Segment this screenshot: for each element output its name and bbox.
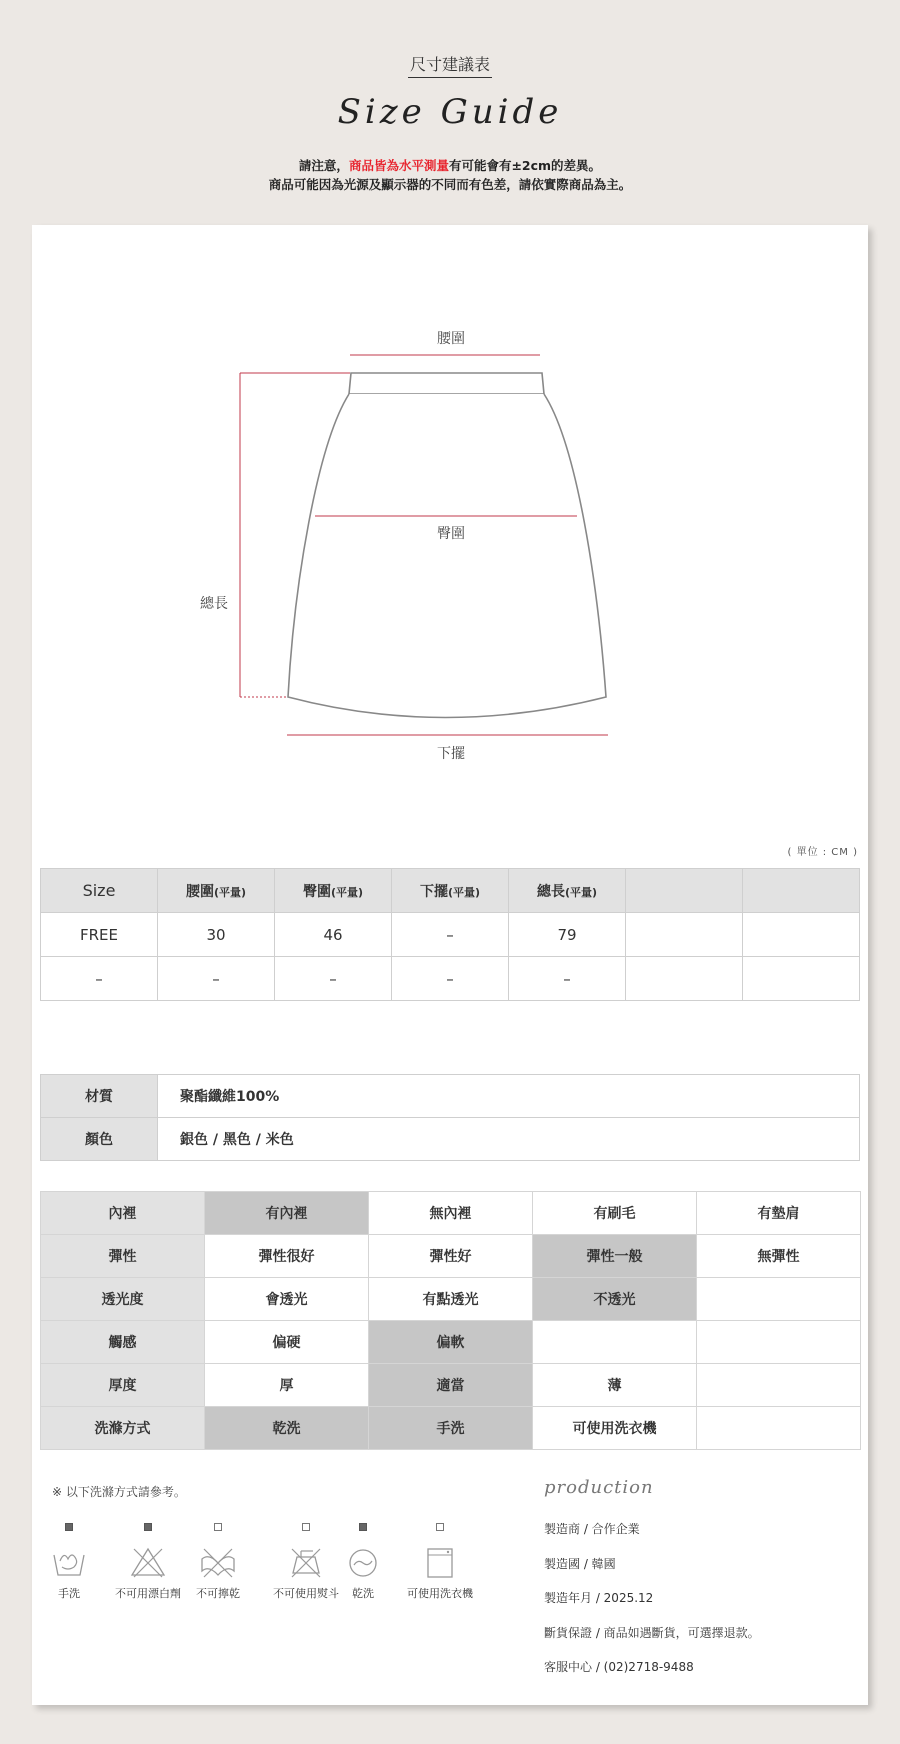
table-cell: 46 <box>275 913 392 957</box>
size-guide-card <box>32 225 868 1705</box>
property-option <box>697 1321 861 1364</box>
property-option: 彈性好 <box>369 1235 533 1278</box>
care-note: ※ 以下洗滌方式請參考。 <box>52 1485 186 1499</box>
table-cell: 79 <box>509 913 626 957</box>
checked-box-icon <box>144 1523 152 1531</box>
table-cell <box>626 957 743 1001</box>
color-row <box>41 1118 860 1161</box>
property-option-selected: 彈性一般 <box>533 1235 697 1278</box>
hip-label: 臀圍 <box>437 526 465 542</box>
property-option: 偏硬 <box>205 1321 369 1364</box>
property-option <box>533 1321 697 1364</box>
table-cell: – <box>41 957 158 1001</box>
care-item <box>390 1523 490 1601</box>
property-label: 彈性 <box>41 1235 205 1278</box>
header-cell-waist: 腰圍(平量) <box>158 869 275 913</box>
care-item-label: 不可擰乾 <box>196 1587 240 1600</box>
property-label: 厚度 <box>41 1364 205 1407</box>
header-cell-empty <box>743 869 860 913</box>
table-cell: – <box>275 957 392 1001</box>
property-option-selected: 有內裡 <box>205 1192 369 1235</box>
property-option: 薄 <box>533 1364 697 1407</box>
property-label: 洗滌方式 <box>41 1407 205 1450</box>
property-option: 有刷毛 <box>533 1192 697 1235</box>
no-iron-icon <box>287 1545 325 1579</box>
property-option: 可使用洗衣機 <box>533 1407 697 1450</box>
size-table <box>40 868 860 1001</box>
property-option-selected: 手洗 <box>369 1407 533 1450</box>
header-cell-size: Size <box>41 869 158 913</box>
property-option: 厚 <box>205 1364 369 1407</box>
material-value: 聚酯纖維100% <box>158 1075 860 1118</box>
measurement-notice: 請注意，商品皆為水平測量有可能會有±2cm的差異。 商品可能因為光源及顯示器的不同而有色差，請依實際商品為主。 <box>268 158 632 192</box>
table-cell: – <box>509 957 626 1001</box>
property-option: 有點透光 <box>369 1278 533 1321</box>
table-cell <box>626 913 743 957</box>
table-row <box>41 957 860 1001</box>
header-cell-empty <box>626 869 743 913</box>
property-option-selected: 偏軟 <box>369 1321 533 1364</box>
table-cell: – <box>158 957 275 1001</box>
property-label: 透光度 <box>41 1278 205 1321</box>
care-item-label: 不可使用熨斗 <box>273 1587 339 1600</box>
property-option: 彈性很好 <box>205 1235 369 1278</box>
table-cell: 30 <box>158 913 275 957</box>
care-item <box>190 1523 246 1601</box>
header-cell-hip: 臀圍(平量) <box>275 869 392 913</box>
no-wring-icon <box>199 1545 237 1579</box>
color-value: 銀色 / 黑色 / 米色 <box>158 1118 860 1161</box>
production-date: 製造年月 / 2025.12 <box>544 1591 654 1605</box>
hem-label: 下擺 <box>437 746 465 762</box>
property-option: 有墊肩 <box>697 1192 861 1235</box>
care-item-label: 手洗 <box>58 1587 80 1600</box>
unchecked-box-icon <box>214 1523 222 1531</box>
property-option: 會透光 <box>205 1278 369 1321</box>
property-option-selected: 乾洗 <box>205 1407 369 1450</box>
notice-highlight: 商品皆為水平測量 <box>348 158 449 173</box>
table-cell <box>743 913 860 957</box>
property-option <box>697 1407 861 1450</box>
unit-label: ( 單位 : CM ) <box>787 847 858 858</box>
waist-label: 腰圍 <box>437 331 465 347</box>
color-label: 顏色 <box>41 1118 158 1161</box>
property-option <box>697 1364 861 1407</box>
property-row <box>41 1407 861 1450</box>
material-row <box>41 1075 860 1118</box>
hand-wash-icon <box>50 1545 88 1579</box>
care-item-label: 乾洗 <box>352 1587 374 1600</box>
property-row <box>41 1364 861 1407</box>
property-row <box>41 1321 861 1364</box>
country-info: 製造國 / 韓國 <box>544 1557 616 1571</box>
property-label: 內裡 <box>41 1192 205 1235</box>
material-table <box>40 1074 860 1161</box>
table-cell: – <box>392 957 509 1001</box>
length-label: 總長 <box>200 596 228 612</box>
table-cell: FREE <box>41 913 158 957</box>
property-option: 無彈性 <box>697 1235 861 1278</box>
checked-box-icon <box>65 1523 73 1531</box>
customer-service: 客服中心 / (02)2718-9488 <box>544 1660 694 1674</box>
production-title: production <box>544 1477 654 1498</box>
property-option <box>697 1278 861 1321</box>
header-cell-hem: 下擺(平量) <box>392 869 509 913</box>
size-guide-title: Size Guide <box>337 92 563 132</box>
material-label: 材質 <box>41 1075 158 1118</box>
property-label: 觸感 <box>41 1321 205 1364</box>
header-cell-length: 總長(平量) <box>509 869 626 913</box>
care-item <box>50 1523 88 1601</box>
care-item <box>344 1523 382 1601</box>
unchecked-box-icon <box>436 1523 444 1531</box>
unchecked-box-icon <box>302 1523 310 1531</box>
washing-machine-icon <box>421 1545 459 1579</box>
property-row <box>41 1278 861 1321</box>
skirt-diagram <box>32 225 868 845</box>
property-option-selected: 適當 <box>369 1364 533 1407</box>
table-cell: – <box>392 913 509 957</box>
no-bleach-icon <box>129 1545 167 1579</box>
care-item <box>108 1523 188 1601</box>
page-header <box>0 0 900 225</box>
size-chart-title-cn: 尺寸建議表 <box>0 52 900 75</box>
manufacturer-info: 製造商 / 合作企業 <box>544 1522 640 1536</box>
property-option-selected: 不透光 <box>533 1278 697 1321</box>
property-row <box>41 1235 861 1278</box>
table-cell <box>743 957 860 1001</box>
checked-box-icon <box>359 1523 367 1531</box>
care-item-label: 可使用洗衣機 <box>407 1587 473 1600</box>
property-row <box>41 1192 861 1235</box>
property-option: 無內裡 <box>369 1192 533 1235</box>
stock-guarantee: 斷貨保證 / 商品如遇斷貨，可選擇退款。 <box>544 1626 760 1640</box>
care-item <box>264 1523 348 1601</box>
properties-table <box>40 1191 861 1450</box>
size-table-header <box>41 869 860 913</box>
table-row <box>41 913 860 957</box>
dry-clean-icon <box>344 1545 382 1579</box>
care-item-label: 不可用漂白劑 <box>115 1587 181 1600</box>
